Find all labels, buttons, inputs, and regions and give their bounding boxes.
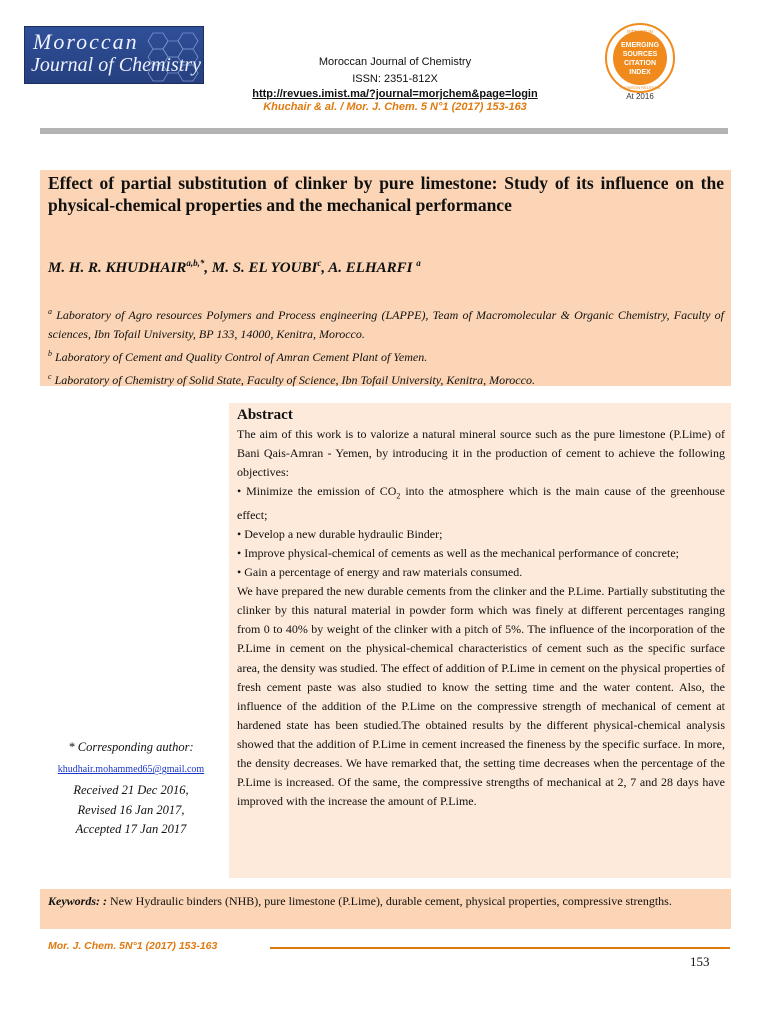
- affil-text: Laboratory of Cement and Quality Control of Amran Cement Plant of Yemen.: [52, 350, 428, 364]
- author-name: , A. ELHARFI: [321, 260, 417, 276]
- affiliation-b: [48, 344, 724, 367]
- author-name: , M. S. EL YOUBI: [204, 260, 318, 276]
- journal-name: Moroccan Journal of Chemistry: [318, 56, 472, 68]
- revised-date: Revised 16 Jan 2017,: [77, 802, 185, 817]
- header-divider: [40, 128, 728, 134]
- badge-line-4: INDEX: [629, 69, 651, 76]
- journal-url-link[interactable]: http://revues.imist.ma/?journal=morjchem&page=login: [252, 88, 538, 100]
- affiliations: [48, 302, 724, 390]
- bullet-text: into the atmosphere which is the main cause of the greenhouse effect;: [237, 484, 726, 522]
- badge-year: At 2016: [626, 92, 654, 101]
- badge-bottom-text: THOMSON REUTERS: [619, 85, 661, 90]
- footer-citation: Mor. J. Chem. 5N°1 (2017) 153-163: [48, 940, 218, 952]
- author-affil-mark: a,b,*: [186, 258, 205, 268]
- corresponding-author-label: * Corresponding author:: [68, 740, 194, 754]
- subscript: 2: [396, 491, 401, 501]
- affil-text: Laboratory of Agro resources Polymers and Process engineering (LAPPE), Team of Macromolecular & Organic Chemistry, Faculty of sciences, Ibn Tofail University, BP 133, 14000, Kenitra, Morocco.: [48, 308, 724, 341]
- affil-mark: b: [48, 349, 52, 358]
- affiliation-a: [48, 302, 724, 344]
- received-date: Received 21 Dec 2016,: [73, 783, 189, 797]
- title-block: [40, 170, 731, 386]
- author-name: M. H. R. KHUDHAIR: [48, 260, 187, 276]
- accepted-date: Accepted 17 Jan 2017: [75, 822, 187, 836]
- logo-line-2: Journal of Chemistry: [31, 54, 201, 76]
- abstract-body: We have prepared the new durable cements from the clinker and the P.Lime. Partially substituting the clinker by this natural material in powder form which was finely at different percentages ranging from 0 to 40% by weight of the clinker with a pitch of 5%. The influence of the incorporation of the P.Lime in cement on the physical-chemical characteristics of cement such as the specific surface area, the density was studied. The effect of addition of P.Lime in cement on the physical properties of fresh cement paste was also studied to know the setting time and the water content. Also, the influence of the addition of the P.Lime on the compressive strength of mechanical of cement at hardened state has been studied.The obtained results by the different physical-chemical analysis showed that the addition of P.Lime in cement increased the fineness by the specific surface. In more, the density decreases. We have remarked that, the setting time decreases when the percentage of the P.Lime is increased. Of the same, the compressive strengths of mechanical at 2, 7 and 28 days have improved with the increase the amount of P.Lime.: [237, 584, 725, 809]
- author-affil-mark: c: [317, 258, 322, 268]
- logo-line-1: Moroccan: [33, 29, 139, 54]
- header-citation: Khuchair & al. / Mor. J. Chem. 5 N°1 (2017) 153-163: [263, 101, 527, 113]
- badge-line-3: CITATION: [623, 60, 657, 67]
- abstract-intro: The aim of this work is to valorize a natural mineral source such as the pure limestone (P.Lime) of Bani Qais-Amran - Yemen, by introducing it in the production of cement to achieve the following objectives:: [237, 427, 725, 480]
- abstract-block: [229, 403, 731, 878]
- journal-logo: [24, 26, 204, 84]
- keywords-block: [40, 889, 731, 929]
- affil-mark: c: [48, 372, 52, 381]
- author-list: [48, 258, 421, 277]
- badge-line-1: EMERGING: [620, 42, 660, 49]
- abstract-bullet: • Gain a percentage of energy and raw materials consumed.: [237, 565, 523, 580]
- bullet-text: Improve physical-chemical of cements as well as the mechanical performance of concrete;: [244, 545, 679, 560]
- author-affil-mark: a: [416, 258, 421, 268]
- bullet-text: Gain a percentage of energy and raw materials consumed.: [244, 565, 523, 580]
- issn: ISSN: 2351-812X: [352, 73, 438, 85]
- esci-badge-icon: [604, 22, 676, 94]
- bullet-text: Minimize the emission of CO: [246, 484, 397, 499]
- affil-mark: a: [48, 307, 52, 316]
- page-number: 153: [690, 954, 710, 969]
- keywords-label: Keywords: :: [48, 894, 110, 908]
- affiliation-c: [48, 367, 724, 390]
- author-email-link[interactable]: khudhair.mohammed65@gmail.com: [57, 764, 205, 775]
- abstract-bullet: • Minimize the emission of $CO_2$ into the atmosphere which is the main cause of the greenhouse effect;: [237, 484, 726, 522]
- badge-line-2: SOURCES: [622, 51, 658, 58]
- affil-text: Laboratory of Chemistry of Solid State, Faculty of Science, Ibn Tofail University, Kenitra, Morocco.: [51, 373, 535, 387]
- abstract-bullet: • Improve physical-chemical of cements as well as the mechanical performance of concrete;: [237, 545, 679, 560]
- abstract-bullet: • Develop a new durable hydraulic Binder;: [237, 526, 443, 541]
- footer-divider: [270, 947, 730, 949]
- article-dates: [40, 781, 222, 840]
- badge-top-text: INDEXED IN: [627, 29, 653, 34]
- keywords-text: New Hydraulic binders (NHB), pure limestone (P.Lime), durable cement, physical properties, compressive strengths.: [110, 894, 672, 908]
- abstract-heading: Abstract: [237, 407, 293, 423]
- article-title: Effect of partial substitution of clinker by pure limestone: Study of its influence on the physical-chemical properties and the mechanical performance: [48, 173, 724, 215]
- bullet-text: Develop a new durable hydraulic Binder;: [244, 526, 443, 541]
